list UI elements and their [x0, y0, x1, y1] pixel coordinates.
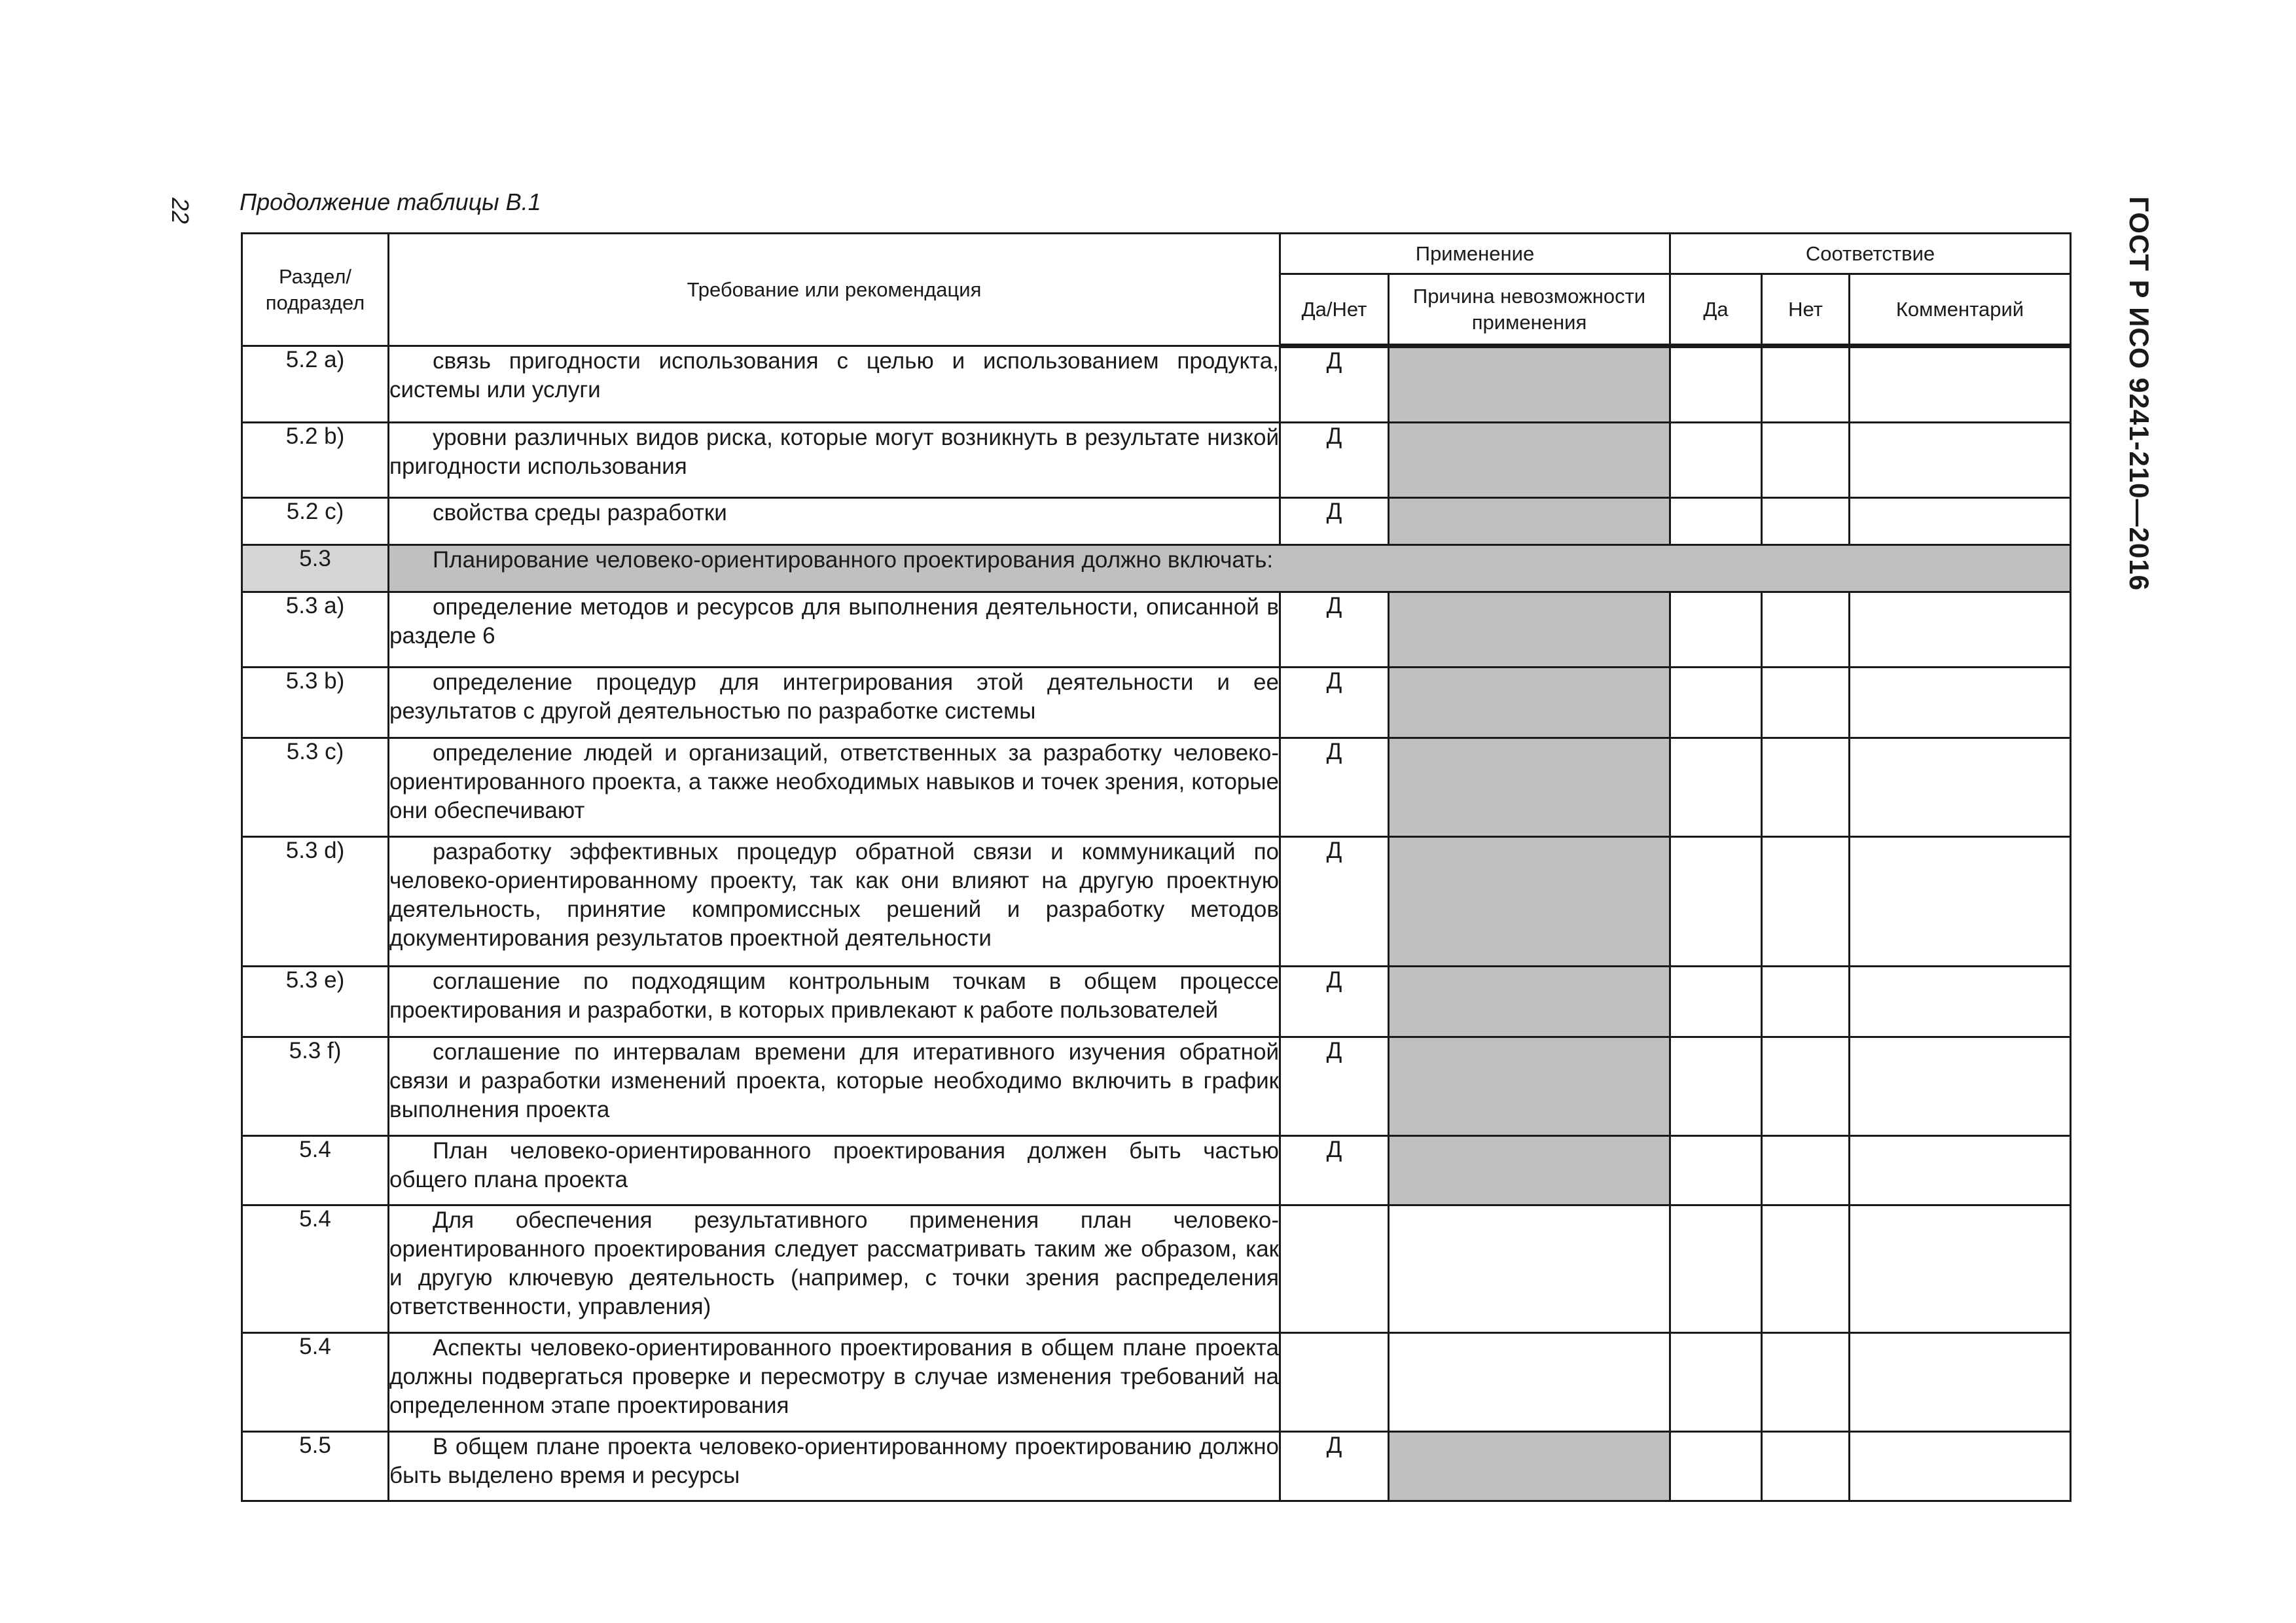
row-text: В общем плане проекта человеко-ориентированному проектированию должно быть выделено время и ресурсы — [389, 1432, 1280, 1501]
reason-cell — [1389, 592, 1670, 668]
no-cell — [1762, 592, 1850, 668]
reason-cell — [1389, 668, 1670, 738]
table-row — [242, 738, 2071, 837]
row-answer: Д — [1280, 346, 1389, 423]
table-row — [242, 837, 2071, 967]
row-answer: Д — [1280, 1432, 1389, 1501]
table-row — [242, 668, 2071, 738]
header-comment: Комментарий — [1850, 274, 2071, 346]
yes-cell — [1670, 1432, 1762, 1501]
table-row — [242, 346, 2071, 423]
standard-code: ГОСТ Р ИСО 9241-210—2016 — [2124, 196, 2155, 591]
yes-cell — [1670, 423, 1762, 498]
no-cell — [1762, 1037, 1850, 1136]
row-section: 5.4 — [242, 1136, 389, 1205]
reason-cell — [1389, 346, 1670, 423]
row-text: связь пригодности использования с целью и использованием продукта, системы или услуги — [389, 346, 1280, 423]
reason-cell — [1389, 498, 1670, 545]
no-cell — [1762, 738, 1850, 837]
row-text: соглашение по интервалам времени для итеративного изучения обратной связи и разработки изменений проекта, которые необходимо включить в график выполнения проекта — [389, 1037, 1280, 1136]
section-header-row — [242, 545, 2071, 592]
yes-cell — [1670, 1205, 1762, 1333]
row-answer: Д — [1280, 1136, 1389, 1205]
header-reason: Причина невозможности применения — [1389, 274, 1670, 346]
comment-cell — [1850, 837, 2071, 967]
reason-cell — [1389, 1432, 1670, 1501]
row-section: 5.2 a) — [242, 346, 389, 423]
row-answer: Д — [1280, 592, 1389, 668]
comment-cell — [1850, 1136, 2071, 1205]
row-answer: Д — [1280, 668, 1389, 738]
row-section: 5.2 b) — [242, 423, 389, 498]
row-answer: Д — [1280, 423, 1389, 498]
comment-cell — [1850, 423, 2071, 498]
reason-cell — [1389, 1136, 1670, 1205]
row-text: свойства среды разработки — [389, 498, 1280, 545]
reason-cell — [1389, 967, 1670, 1037]
table-row — [242, 1432, 2071, 1501]
reason-cell — [1389, 1037, 1670, 1136]
row-text: Планирование человеко-ориентированного проектирования должно включать: — [389, 545, 2071, 592]
yes-cell — [1670, 1037, 1762, 1136]
no-cell — [1762, 1432, 1850, 1501]
header-yes: Да — [1670, 274, 1762, 346]
comment-cell — [1850, 738, 2071, 837]
row-section: 5.3 — [242, 545, 389, 592]
row-answer: Д — [1280, 498, 1389, 545]
comment-cell — [1850, 498, 2071, 545]
row-section: 5.3 e) — [242, 967, 389, 1037]
yes-cell — [1670, 498, 1762, 545]
row-answer: Д — [1280, 967, 1389, 1037]
row-section: 5.3 d) — [242, 837, 389, 967]
table-caption: Продолжение таблицы В.1 — [240, 188, 541, 215]
header-section: Раздел/ подраздел — [242, 234, 389, 346]
yes-cell — [1670, 668, 1762, 738]
row-text: Аспекты человеко-ориентированного проектирования в общем плане проекта должны подвергаться проверке и пересмотру в случае изменения требований на определенном этапе проектирования — [389, 1333, 1280, 1432]
row-text: Для обеспечения результативного применения план человеко-ориентированного проектирования следует рассматривать таким же образом, как и другую ключевую деятельность (например, с точки зрения распределения ответственности, управления) — [389, 1205, 1280, 1333]
page-number: 22 — [167, 198, 194, 224]
row-section: 5.3 c) — [242, 738, 389, 837]
yes-cell — [1670, 837, 1762, 967]
no-cell — [1762, 346, 1850, 423]
reason-cell — [1389, 738, 1670, 837]
header-yes-no: Да/Нет — [1280, 274, 1389, 346]
table-row — [242, 1037, 2071, 1136]
row-text: определение людей и организаций, ответственных за разработку человеко-ориентированного проекта, а также необходимых навыков и точек зрения, которые они обеспечивают — [389, 738, 1280, 837]
row-text: План человеко-ориентированного проектирования должен быть частью общего плана проекта — [389, 1136, 1280, 1205]
row-section: 5.3 a) — [242, 592, 389, 668]
reason-cell — [1389, 423, 1670, 498]
table-row — [242, 498, 2071, 545]
reason-cell — [1389, 837, 1670, 967]
comment-cell — [1850, 1432, 2071, 1501]
table-row — [242, 592, 2071, 668]
yes-cell — [1670, 346, 1762, 423]
table-row — [242, 967, 2071, 1037]
table-row — [242, 1205, 2071, 1333]
no-cell — [1762, 1136, 1850, 1205]
comment-cell — [1850, 346, 2071, 423]
table-row — [242, 423, 2071, 498]
row-text: определение процедур для интегрирования этой деятельности и ее результатов с другой деятельностью по разработке системы — [389, 668, 1280, 738]
row-answer — [1280, 1333, 1389, 1432]
comment-cell — [1850, 1205, 2071, 1333]
table-row — [242, 1333, 2071, 1432]
comment-cell — [1850, 967, 2071, 1037]
comment-cell — [1850, 1037, 2071, 1136]
comment-cell — [1850, 668, 2071, 738]
no-cell — [1762, 498, 1850, 545]
row-section: 5.5 — [242, 1432, 389, 1501]
comment-cell — [1850, 1333, 2071, 1432]
header-conformity: Соответствие — [1670, 234, 2071, 274]
no-cell — [1762, 967, 1850, 1037]
comment-cell — [1850, 592, 2071, 668]
row-section: 5.3 f) — [242, 1037, 389, 1136]
yes-cell — [1670, 1333, 1762, 1432]
yes-cell — [1670, 738, 1762, 837]
reason-cell — [1389, 1205, 1670, 1333]
no-cell — [1762, 1333, 1850, 1432]
no-cell — [1762, 837, 1850, 967]
reason-cell — [1389, 1333, 1670, 1432]
yes-cell — [1670, 592, 1762, 668]
row-text: соглашение по подходящим контрольным точкам в общем процессе проектирования и разработки, в которых привлекают к работе пользователей — [389, 967, 1280, 1037]
row-section: 5.4 — [242, 1333, 389, 1432]
row-text: разработку эффективных процедур обратной связи и коммуникаций по человеко-ориентированному проекту, так как они влияют на другую проектную деятельность, принятие компромиссных решений и разработку методов документирования результатов проектной деятельности — [389, 837, 1280, 967]
header-application: Применение — [1280, 234, 1670, 274]
row-answer: Д — [1280, 738, 1389, 837]
requirements-table — [241, 232, 2072, 1502]
row-text: уровни различных видов риска, которые могут возникнуть в результате низкой пригодности использования — [389, 423, 1280, 498]
no-cell — [1762, 1205, 1850, 1333]
row-answer: Д — [1280, 1037, 1389, 1136]
no-cell — [1762, 423, 1850, 498]
row-section: 5.2 c) — [242, 498, 389, 545]
yes-cell — [1670, 1136, 1762, 1205]
row-section: 5.3 b) — [242, 668, 389, 738]
row-answer: Д — [1280, 837, 1389, 967]
yes-cell — [1670, 967, 1762, 1037]
header-no: Нет — [1762, 274, 1850, 346]
row-section: 5.4 — [242, 1205, 389, 1333]
no-cell — [1762, 668, 1850, 738]
row-text: определение методов и ресурсов для выполнения деятельности, описанной в разделе 6 — [389, 592, 1280, 668]
row-answer — [1280, 1205, 1389, 1333]
header-requirement: Требование или рекомендация — [389, 234, 1280, 346]
table-row — [242, 1136, 2071, 1205]
